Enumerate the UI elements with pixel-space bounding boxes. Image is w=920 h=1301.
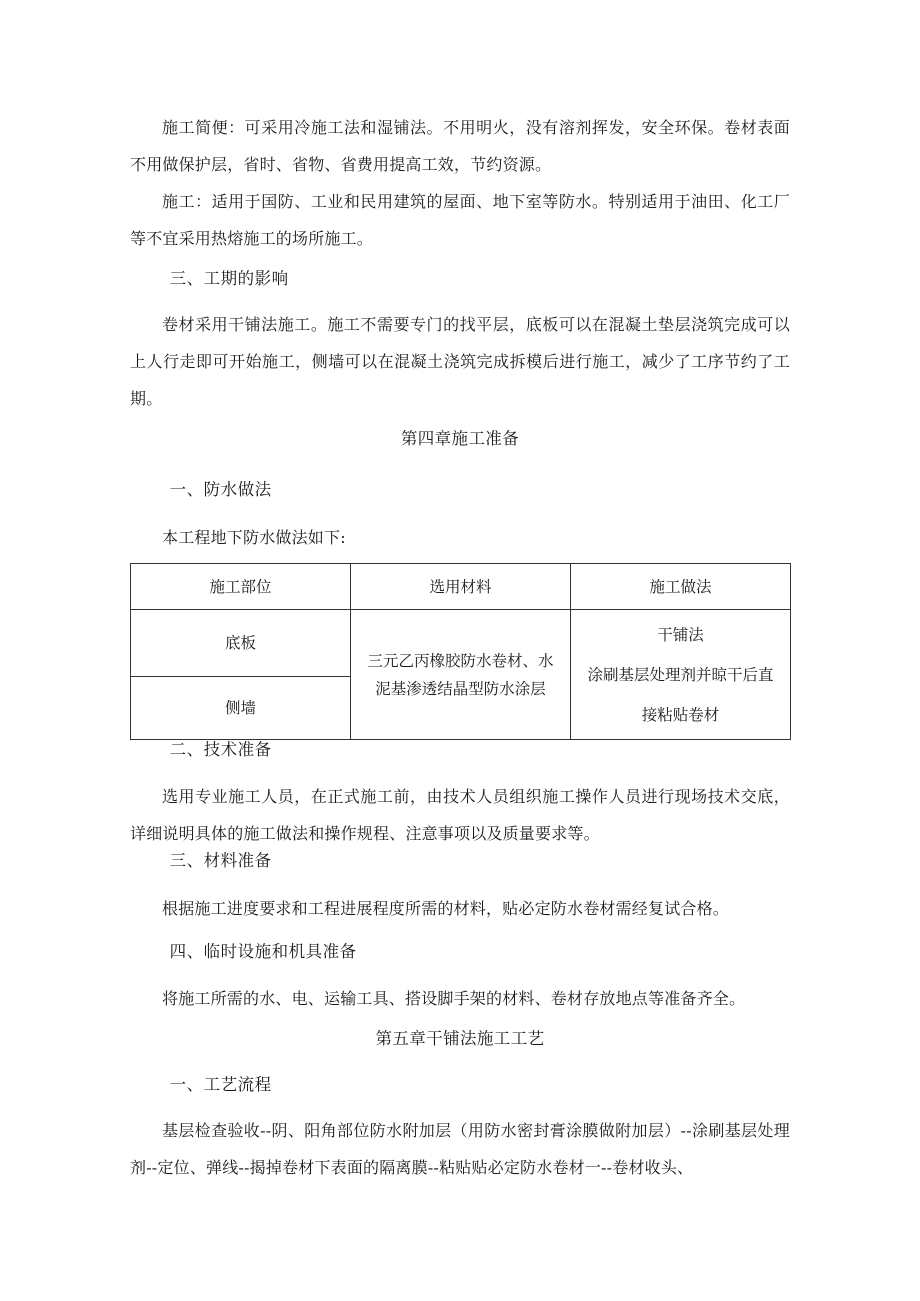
paragraph-simple-construction: 施工简便：可采用冷施工法和湿铺法。不用明火，没有溶剂挥发，安全环保。卷材表面不用做保护层，省时、省物、省费用提高工效，节约资源。 (130, 118, 790, 174)
heading-schedule-impact: 三、工期的影响 (169, 269, 289, 288)
heading-temporary-facilities: 四、临时设施和机具准备 (169, 942, 357, 961)
chapter-4-title: 第四章施工准备 (400, 429, 520, 448)
method-line-1: 干铺法 (657, 625, 704, 644)
table-cell-method (571, 610, 791, 740)
paragraph-temporary-facilities: 将施工所需的水、电、运输工具、搭设脚手架的材料、卷材存放地点等准备齐全。 (162, 989, 746, 1008)
method-line-3: 接粘贴卷材 (641, 705, 720, 724)
table-cell-wall: 侧墙 (131, 677, 351, 740)
paragraph-process-flow: 基层检查验收--阴、阳角部位防水附加层（用防水密封膏涂膜做附加层）--涂刷基层处理剂--定位、弹线--揭掉卷材下表面的隔离膜--粘贴贴必定防水卷材一--卷材收头、 (130, 1121, 790, 1177)
paragraph-application: 施工：适用于国防、工业和民用建筑的屋面、地下室等防水。特别适用于油田、化工厂等不宜采用热熔施工的场所施工。 (130, 192, 790, 248)
heading-technical-preparation: 二、技术准备 (169, 740, 272, 759)
table-cell-material (351, 610, 571, 740)
table-cell-floor: 底板 (131, 610, 351, 677)
table-header-row (131, 564, 791, 610)
method-line-2: 涂刷基层处理剂并晾干后直 (587, 665, 774, 684)
heading-waterproof-method: 一、防水做法 (169, 480, 272, 499)
paragraph-table-intro: 本工程地下防水做法如下: (162, 528, 346, 547)
table-header-part: 施工部位 (131, 564, 351, 610)
table-row (131, 610, 791, 677)
table-header-material: 选用材料 (351, 564, 571, 610)
paragraph-material-preparation: 根据施工进度要求和工程进展程度所需的材料，贴必定防水卷材需经复试合格。 (162, 899, 730, 918)
table-header-method: 施工做法 (571, 564, 791, 610)
chapter-5-title: 第五章干铺法施工工艺 (375, 1029, 545, 1048)
waterproof-method-table (130, 563, 791, 740)
heading-process-flow: 一、工艺流程 (169, 1075, 272, 1094)
heading-material-preparation: 三、材料准备 (169, 851, 272, 870)
paragraph-dry-laying: 卷材采用干铺法施工。施工不需要专门的找平层，底板可以在混凝土垫层浇筑完成可以上人行走即可开始施工，侧墙可以在混凝土浇筑完成拆模后进行施工，减少了工序节约了工期。 (130, 315, 790, 408)
material-line-1: 三元乙丙橡胶防水卷材、水 (367, 651, 554, 670)
paragraph-technical-preparation: 选用专业施工人员，在正式施工前，由技术人员组织施工操作人员进行现场技术交底，详细说明具体的施工做法和操作规程、注意事项以及质量要求等。 (130, 787, 790, 843)
material-line-2: 泥基渗透结晶型防水涂层 (375, 679, 546, 698)
